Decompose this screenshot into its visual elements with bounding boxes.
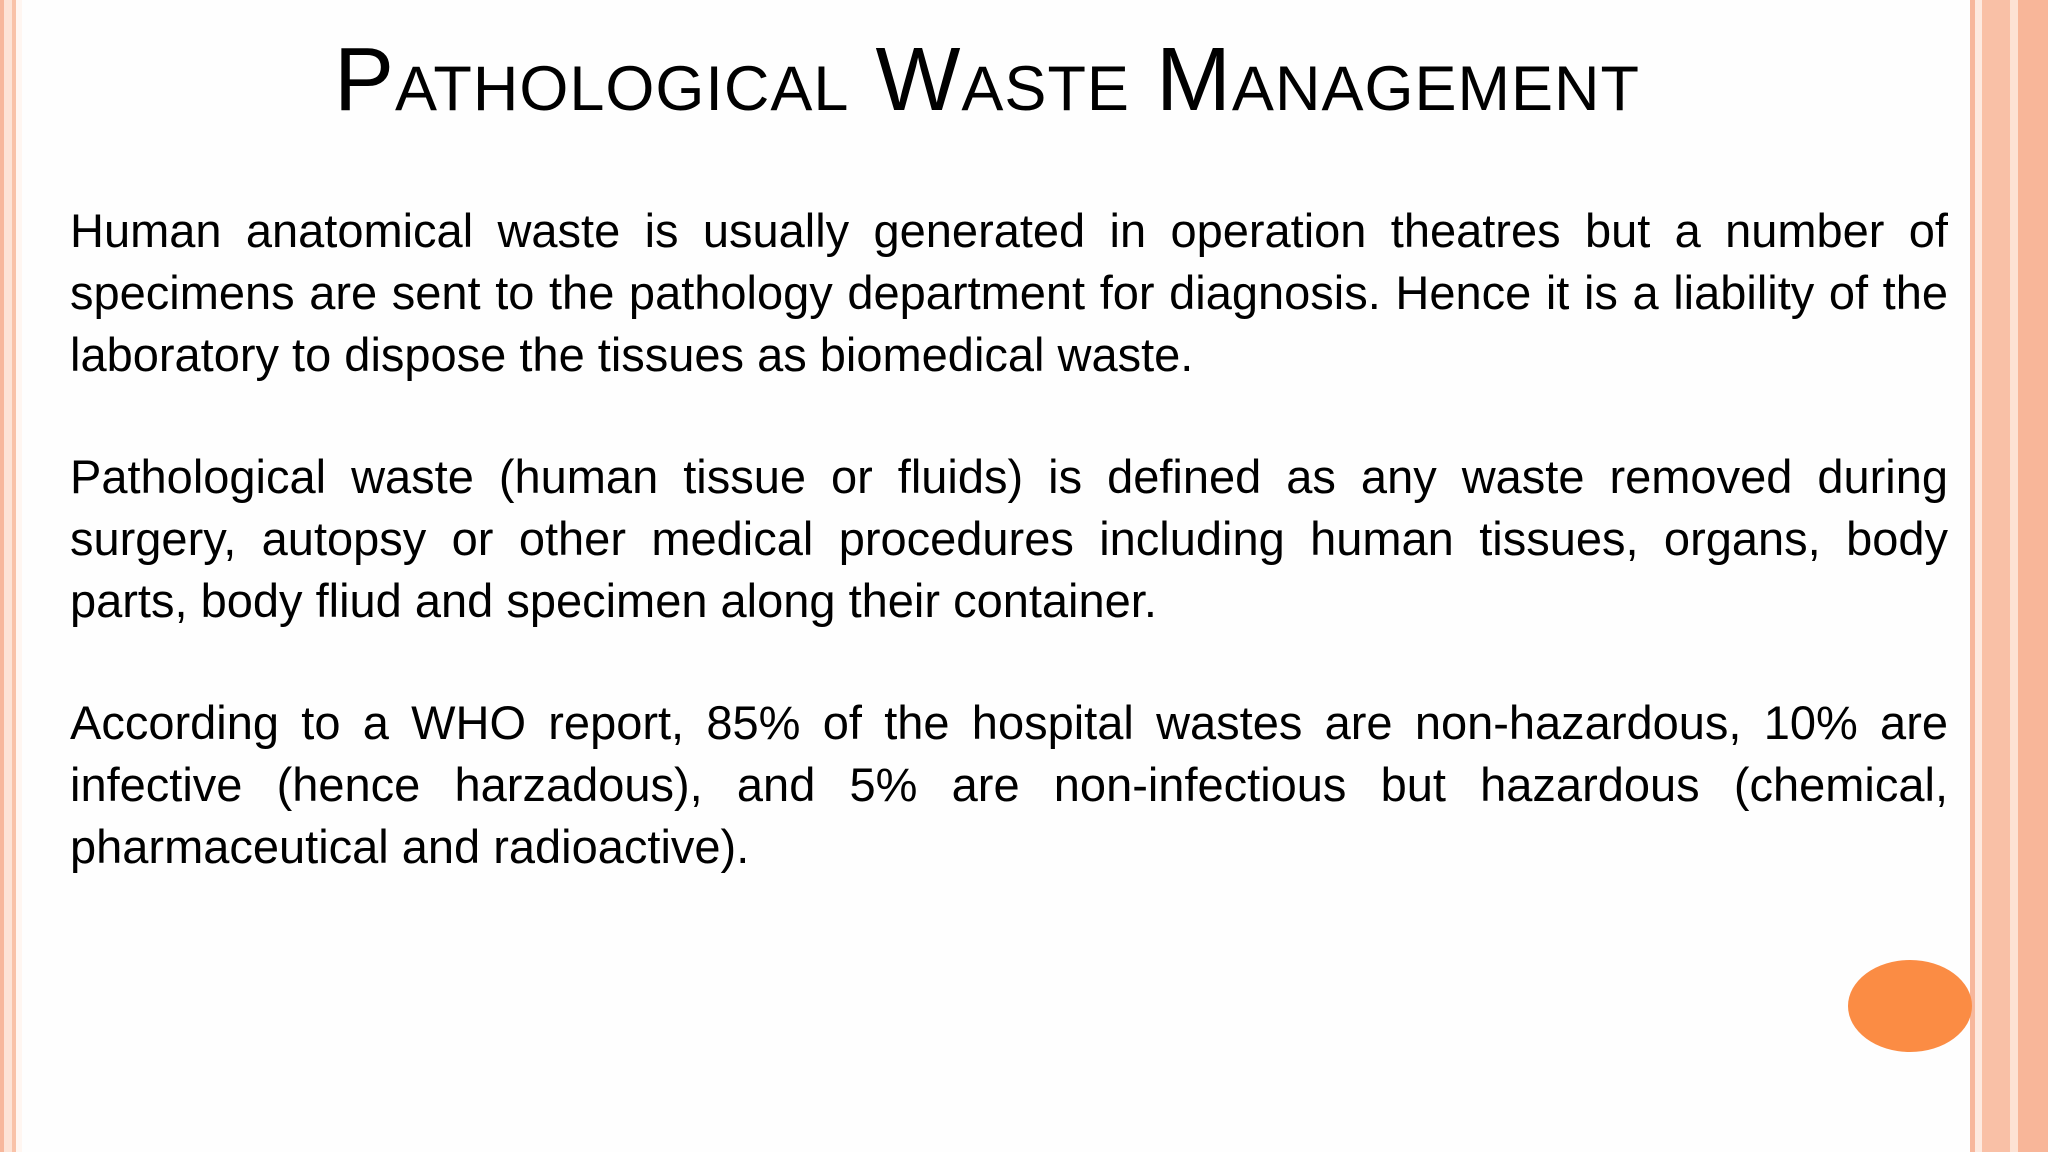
slide (22, 0, 1962, 1152)
slide-title (22, 30, 1952, 130)
slide-title-text: Pathological Waste Management (334, 30, 1640, 130)
slide-body (70, 200, 1948, 938)
right-border-decoration (1962, 0, 2048, 1152)
orange-circle-decoration (1848, 960, 1972, 1052)
left-border-decoration (0, 0, 22, 1152)
paragraph-pathological-waste-definition: Pathological waste (human tissue or fluids) is defined as any waste removed during surgery, autopsy or other medical procedures including human tissues, organs, body parts, body fliud and specimen along their container. (70, 450, 1948, 627)
paragraph-anatomical-waste: Human anatomical waste is usually generated in operation theatres but a number of specimens are sent to the pathology department for diagnosis. Hence it is a liability of the laboratory to dispose the tissues as biomedical waste. (70, 204, 1948, 381)
paragraph-who-report: According to a WHO report, 85% of the hospital wastes are non-hazardous, 10% are infective (hence harzadous), and 5% are non-infectious but hazardous (chemical, pharmaceutical and radioactive). (70, 696, 1948, 873)
